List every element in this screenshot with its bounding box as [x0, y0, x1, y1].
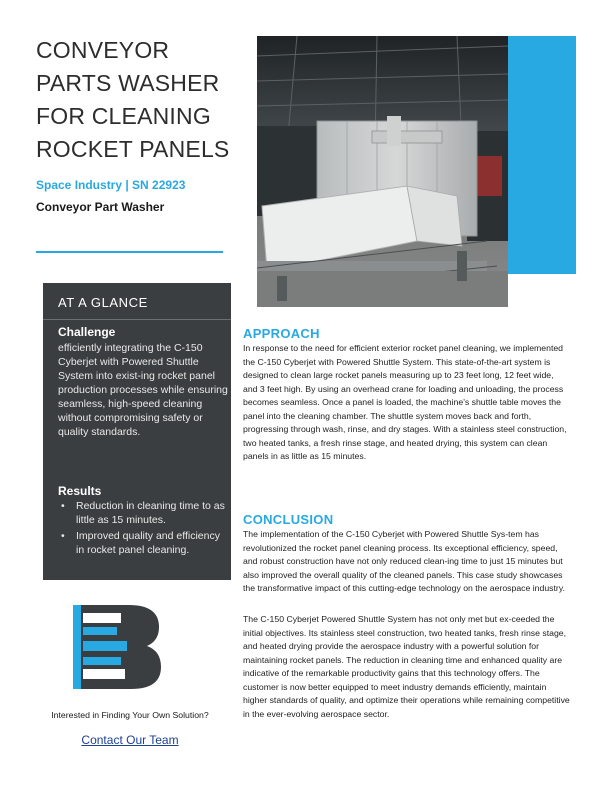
challenge-text: efficiently integrating the C-150 Cyberjet with Powered Shuttle System into exist-ing rocket panel production processes while ensuring seamless, high-speed cleaning without compromising safety or quality standards. [58, 342, 228, 438]
results-list [58, 499, 226, 559]
contact-our-team-link[interactable]: Contact Our Team [81, 733, 179, 747]
approach-text: In response to the need for efficient exterior rocket panel cleaning, we implemented the C-150 Cyberjet with Powered Shuttle System. This state-of-the-art system is designed to clean large rocket panels measuring up to 23 feet long, 12 feet wide, and 3 feet high. By using an overhead crane for loading and unloading, the process becomes seamless. Once a panel is loaded, the machine's shuttle table moves the panel into the cleaning chamber. The shuttle system moves back and forth, progressing through wash, rinse, and dry stages. With a stainless steel construction, two heated tanks, a fresh rinse stage, and heated drying, this system can clean panels in as little as 15 minutes. [243, 343, 567, 461]
interest-text: Interested in Finding Your Own Solution? [51, 710, 209, 720]
industry-serial-label: Space Industry | SN 22923 [36, 178, 186, 192]
results-item: • Improved quality and efficiency in rocket panel cleaning. [58, 529, 226, 557]
product-name: Conveyor Part Washer [36, 200, 165, 214]
conclusion-paragraph: The implementation of the C-150 Cyberjet with Powered Shuttle Sys-tem has revolutionized the rocket panel cleaning process. Its exceptional efficiency, speed, and robust construction have not only reduced clean-ing time to just 15 minutes but also improved the overall quality of the cleaned panels. This case study showcases the transformative impact of this cutting-edge technology on the aerospace industry. [243, 529, 565, 593]
results-heading: Results [58, 484, 102, 498]
approach-heading: APPROACH [243, 326, 320, 341]
header-divider [36, 251, 223, 253]
page-title: CONVEYOR PARTS WASHER FOR CLEANING ROCKET PANELS [36, 37, 230, 162]
conclusion-heading: CONCLUSION [243, 512, 334, 527]
machine-photo-illustration [257, 36, 508, 307]
conclusion-paragraph: The C-150 Cyberjet Powered Shuttle System has not only met but ex-ceeded the initial objectives. Its stainless steel construction, two heated tanks, fresh rinse stage, and heated drying provide the aerospace industry with a powerful solution for maintaining rocket panels. The reduction in cleaning time and enhanced quality are indicative of the remarkable productivity gains that this technology offers. The customer is now better equipped to meet industry demands efficiently, maintain higher standards of quality, and optimize their operations while remaining competitive in the ever-evolving aerospace sector. [243, 614, 570, 719]
at-a-glance-panel [43, 283, 231, 580]
challenge-heading: Challenge [58, 325, 116, 339]
logo-b-mark [67, 603, 163, 691]
accent-block [508, 36, 576, 274]
results-item: • Reduction in cleaning time to as little as 15 minutes. [58, 499, 226, 527]
company-logo [67, 603, 163, 691]
glance-heading: AT A GLANCE [58, 295, 148, 310]
glance-divider [43, 319, 231, 320]
machine-photo [257, 36, 508, 307]
